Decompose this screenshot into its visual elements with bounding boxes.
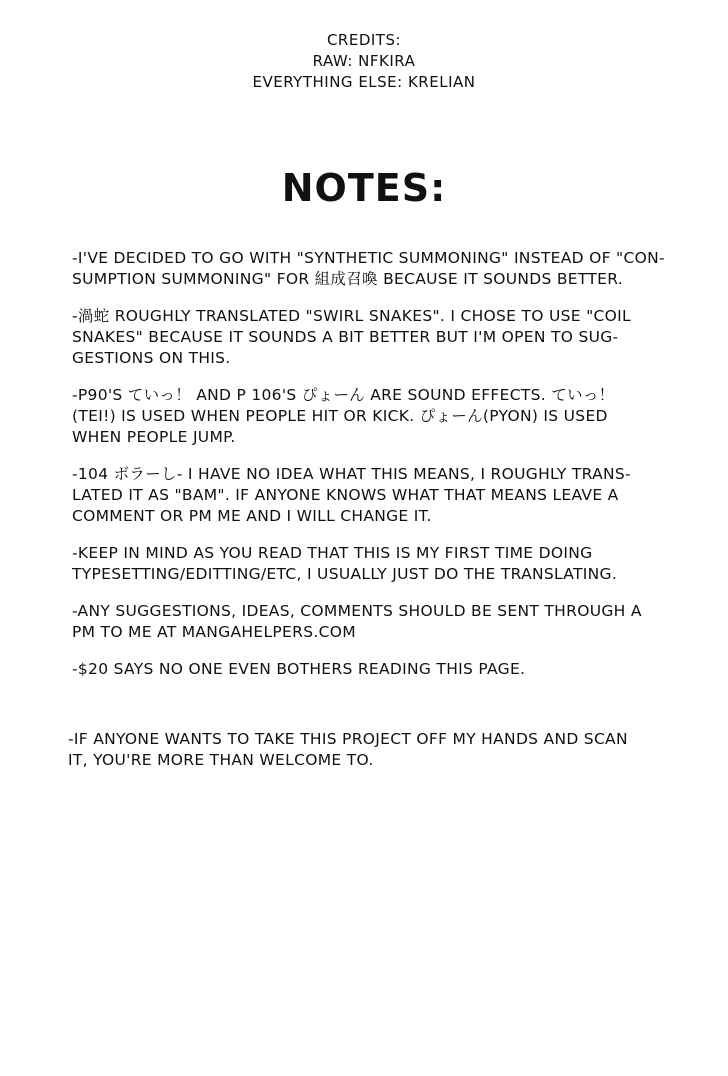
notes-title: NOTES: bbox=[281, 166, 447, 210]
note-bam-translation: -104 ボラーし- I HAVE NO IDEA WHAT THIS MEANS, I ROUGHLY TRANS- LATED IT AS "BAM". IF ANYONE KNOWS WHAT THAT MEANS LEAVE A COMMENT OR PM ME AND I WILL CHANGE IT. bbox=[72, 465, 631, 525]
credits-raw: RAW: NFKIRA bbox=[312, 52, 416, 70]
note-twenty-dollars: -$20 SAYS NO ONE EVEN BOTHERS READING THIS PAGE. bbox=[72, 660, 526, 678]
credits-everything-else: EVERYTHING ELSE: KRELIAN bbox=[252, 73, 476, 91]
note-sound-effects: -P90'S ていっ！ AND P 106'S ぴょーん ARE SOUND EFFECTS. ていっ！ (TEI!) IS USED WHEN PEOPLE HIT OR KICK. ぴょーん(PYON) IS USED WHEN PEOPLE JUMP. bbox=[72, 386, 615, 446]
note-take-project: -IF ANYONE WANTS TO TAKE THIS PROJECT OFF MY HANDS AND SCAN IT, YOU'RE MORE THAN WELCOME TO. bbox=[68, 730, 628, 769]
note-suggestions: -ANY SUGGESTIONS, IDEAS, COMMENTS SHOULD BE SENT THROUGH A PM TO ME AT MANGAHELPERS.COM bbox=[72, 602, 642, 641]
note-first-time: -KEEP IN MIND AS YOU READ THAT THIS IS MY FIRST TIME DOING TYPESETTING/EDITTING/ETC, I USUALLY JUST DO THE TRANSLATING. bbox=[72, 544, 618, 583]
notes-list bbox=[68, 248, 672, 769]
note-synthetic-summoning: -I'VE DECIDED TO GO WITH "SYNTHETIC SUMMONING" INSTEAD OF "CON- SUMPTION SUMMONING" FOR 組成召喚 BECAUSE IT SOUNDS BETTER. bbox=[72, 249, 665, 288]
credits-heading: CREDITS: bbox=[326, 31, 402, 49]
credits-block bbox=[0, 30, 728, 93]
note-coil-snakes: -渦蛇 ROUGHLY TRANSLATED "SWIRL SNAKES". I CHOSE TO USE "COIL SNAKES" BECAUSE IT SOUNDS A BIT BETTER BUT I'M OPEN TO SUG- GESTIONS ON THIS. bbox=[72, 307, 631, 367]
